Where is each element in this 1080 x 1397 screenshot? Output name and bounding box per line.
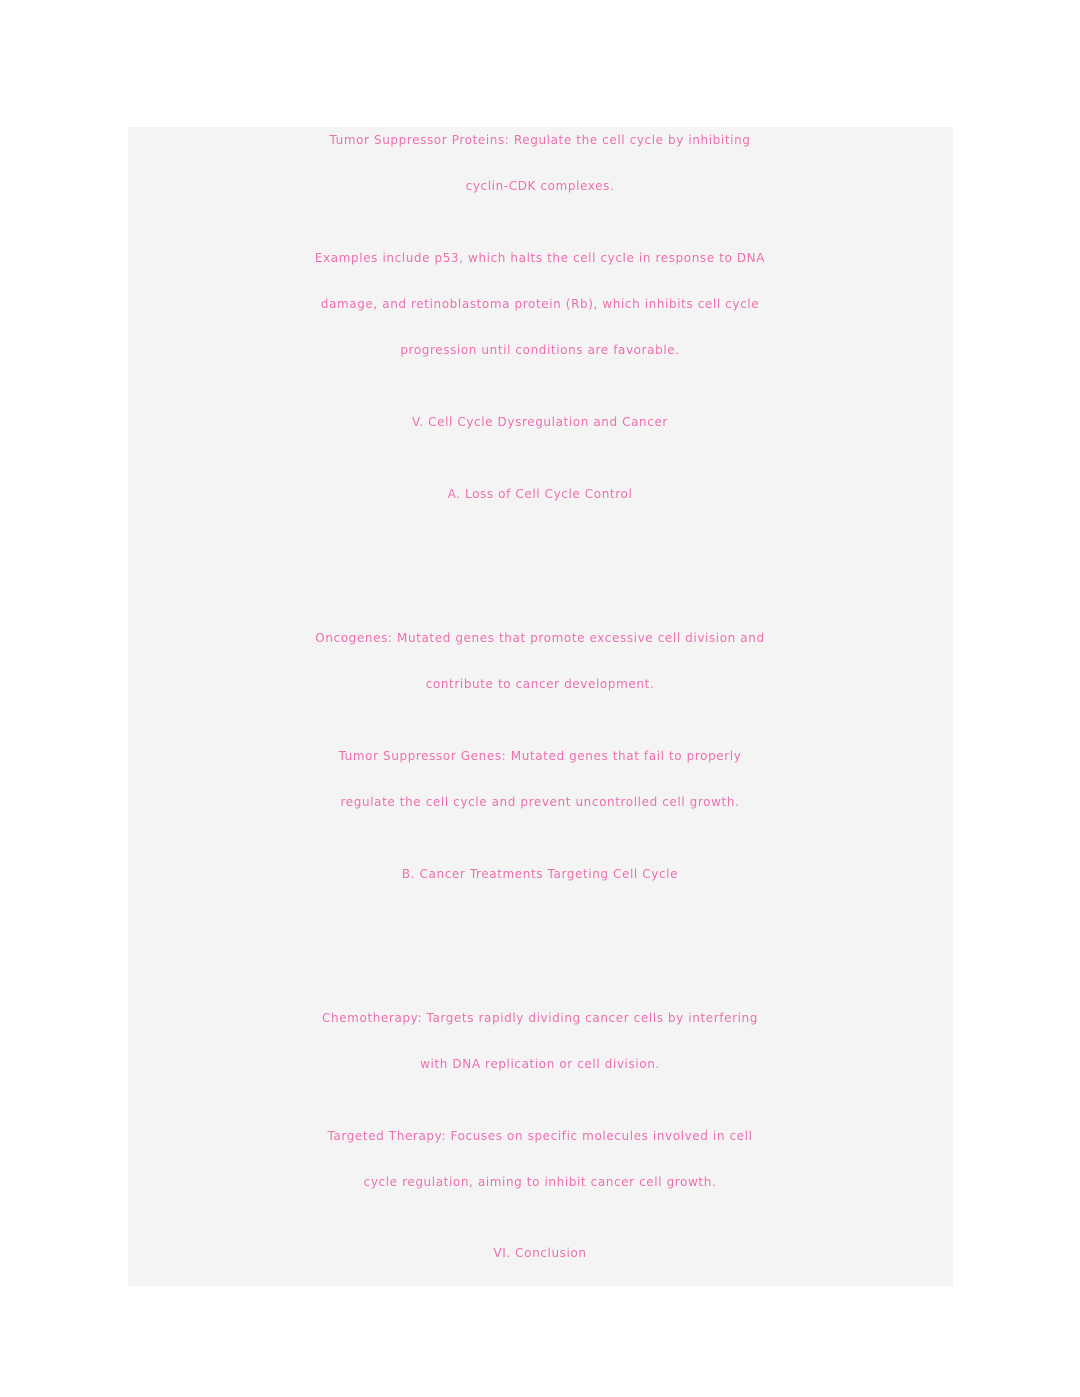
section-vi-heading: VI. Conclusion <box>493 1246 587 1260</box>
examples-line-3: progression until conditions are favorable. <box>400 343 680 357</box>
tumor-suppressor-proteins-line-2: cyclin-CDK complexes. <box>465 179 615 193</box>
examples-line-2: damage, and retinoblastoma protein (Rb), which inhibits cell cycle <box>320 297 760 311</box>
chemotherapy-line-2: with DNA replication or cell division. <box>420 1057 660 1071</box>
tumor-suppressor-genes-line-1: Tumor Suppressor Genes: Mutated genes that fail to properly <box>338 749 742 763</box>
oncogenes-line-2: contribute to cancer development. <box>425 677 655 691</box>
targeted-therapy-line-1: Targeted Therapy: Focuses on specific molecules involved in cell <box>327 1129 753 1143</box>
targeted-therapy-line-2: cycle regulation, aiming to inhibit cancer cell growth. <box>363 1175 717 1189</box>
chemotherapy-line-1: Chemotherapy: Targets rapidly dividing cancer cells by interfering <box>322 1011 758 1025</box>
tumor-suppressor-genes-line-2: regulate the cell cycle and prevent uncontrolled cell growth. <box>340 795 740 809</box>
subsection-b-heading: B. Cancer Treatments Targeting Cell Cycle <box>401 867 679 881</box>
section-v-heading: V. Cell Cycle Dysregulation and Cancer <box>412 415 668 429</box>
oncogenes-line-1: Oncogenes: Mutated genes that promote excessive cell division and <box>315 631 765 645</box>
tumor-suppressor-proteins-line-1: Tumor Suppressor Proteins: Regulate the cell cycle by inhibiting <box>329 133 751 147</box>
examples-line-1: Examples include p53, which halts the cell cycle in response to DNA <box>314 251 766 265</box>
subsection-a-heading: A. Loss of Cell Cycle Control <box>447 487 633 501</box>
